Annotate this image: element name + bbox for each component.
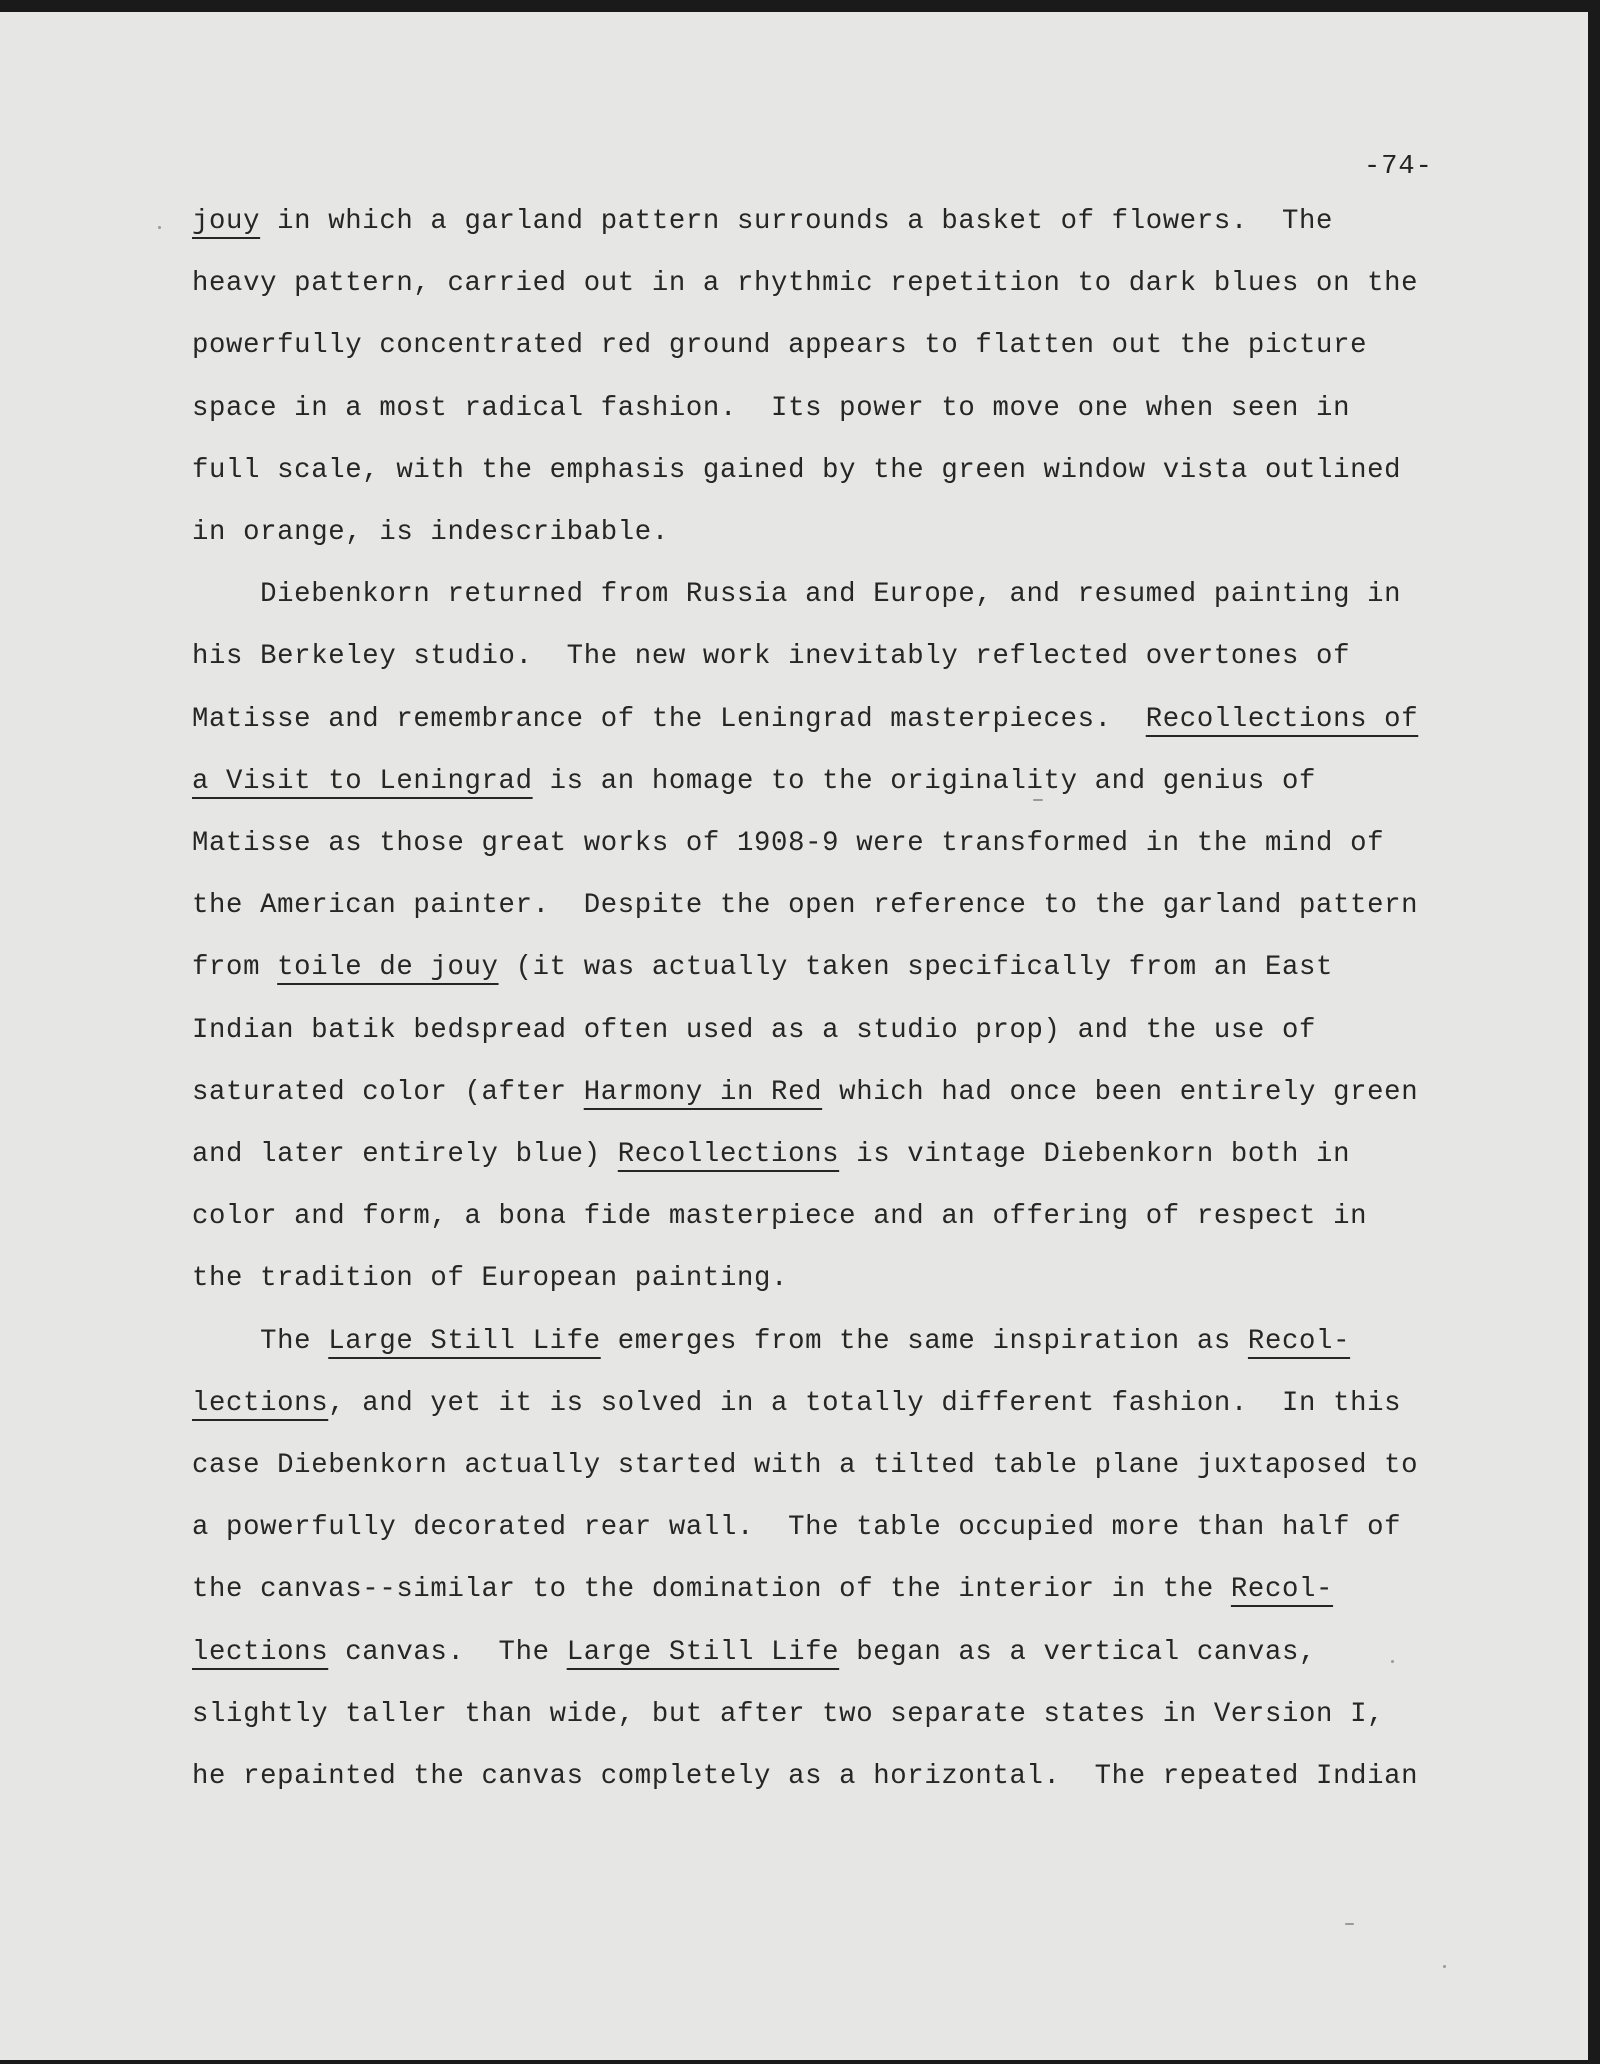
text-run: emerges from the same inspiration as bbox=[600, 1325, 1248, 1357]
text-run: is an homage to the originality and genius of bbox=[532, 765, 1317, 797]
text-run: began as a vertical canvas, bbox=[839, 1636, 1317, 1668]
text-run: slightly taller than wide, but after two separate states in Version I, bbox=[192, 1698, 1385, 1730]
text-run: the canvas--similar to the domination of the interior in the bbox=[192, 1574, 1231, 1606]
text-line bbox=[192, 392, 1350, 426]
underlined-title: toile de jouy bbox=[277, 952, 499, 984]
text-line bbox=[192, 205, 1333, 239]
text-run: (it was actually taken specifically from an East bbox=[498, 952, 1334, 984]
scan-speck bbox=[1033, 799, 1043, 801]
text-run: The bbox=[192, 1325, 329, 1357]
text-line bbox=[192, 1076, 1418, 1110]
text-run: case Diebenkorn actually started with a tilted table plane juxtaposed to bbox=[192, 1450, 1419, 1481]
text-line bbox=[192, 329, 1367, 363]
text-run: Indian batik bedspread often used as a studio prop) and the use of bbox=[192, 1014, 1317, 1046]
underlined-title: Recollections bbox=[617, 1139, 840, 1170]
text-line bbox=[192, 1138, 1350, 1172]
text-line bbox=[192, 1511, 1401, 1545]
scan-speck bbox=[1443, 1965, 1446, 1968]
text-run: powerfully concentrated red ground appears to flatten out the picture bbox=[192, 330, 1368, 362]
text-line bbox=[192, 1262, 788, 1296]
text-run: the tradition of European painting. bbox=[192, 1263, 789, 1295]
text-run: from bbox=[192, 952, 278, 984]
underlined-title: jouy bbox=[192, 206, 261, 237]
text-line bbox=[192, 1760, 1418, 1794]
text-line bbox=[192, 827, 1384, 861]
text-run: Matisse and remembrance of the Leningrad masterpieces. bbox=[192, 703, 1146, 735]
text-run: which had once been entirely green bbox=[822, 1076, 1419, 1108]
text-line bbox=[192, 765, 1316, 799]
underlined-title: Recollections of bbox=[1145, 703, 1419, 735]
text-line bbox=[192, 951, 1333, 985]
underlined-title: Recol- bbox=[1230, 1574, 1334, 1606]
text-line bbox=[192, 267, 1418, 301]
text-run: space in a most radical fashion. Its power to move one when seen in bbox=[192, 392, 1351, 424]
text-line bbox=[192, 454, 1401, 488]
text-line bbox=[192, 1387, 1401, 1421]
text-run: in orange, is indescribable. bbox=[192, 517, 669, 548]
text-run: , and yet it is solved in a totally different fashion. In this bbox=[328, 1387, 1402, 1419]
scan-speck bbox=[1345, 1923, 1354, 1925]
underlined-title: Recol- bbox=[1247, 1325, 1351, 1357]
text-run: canvas. The bbox=[328, 1636, 567, 1668]
text-line bbox=[192, 889, 1418, 923]
text-line bbox=[192, 640, 1350, 674]
text-run: he repainted the canvas completely as a horizontal. The repeated Indian bbox=[192, 1761, 1419, 1792]
text-line bbox=[192, 703, 1418, 737]
text-line bbox=[192, 1698, 1384, 1732]
text-line bbox=[192, 1200, 1367, 1234]
text-run: color and form, a bona fide masterpiece and an offering of respect in bbox=[192, 1201, 1368, 1233]
text-run: saturated color (after bbox=[192, 1076, 584, 1108]
page-number: -74- bbox=[1364, 152, 1433, 182]
document-page bbox=[0, 12, 1588, 2060]
scan-speck bbox=[1391, 1660, 1394, 1663]
text-line bbox=[192, 1014, 1316, 1048]
underlined-title: lections bbox=[192, 1387, 329, 1419]
text-run: the American painter. Despite the open reference to the garland pattern bbox=[192, 890, 1419, 922]
underlined-title: lections bbox=[192, 1636, 329, 1668]
text-line bbox=[192, 578, 1401, 612]
text-line bbox=[192, 1636, 1316, 1670]
text-line bbox=[192, 1325, 1350, 1359]
text-run: Diebenkorn returned from Russia and Europe, and resumed painting in bbox=[192, 579, 1402, 611]
text-line bbox=[192, 516, 669, 550]
text-line bbox=[192, 1573, 1333, 1607]
text-run: Matisse as those great works of 1908-9 were transformed in the mind of bbox=[192, 828, 1385, 859]
text-run: heavy pattern, carried out in a rhythmic repetition to dark blues on the bbox=[192, 268, 1419, 300]
underlined-title: Large Still Life bbox=[566, 1636, 840, 1668]
text-run: full scale, with the emphasis gained by the green window vista outlined bbox=[192, 454, 1402, 486]
text-run: his Berkeley studio. The new work inevitably reflected overtones of bbox=[192, 641, 1351, 673]
underlined-title: a Visit to Leningrad bbox=[192, 765, 533, 797]
scan-speck bbox=[158, 226, 161, 229]
underlined-title: Harmony in Red bbox=[583, 1076, 823, 1108]
underlined-title: Large Still Life bbox=[328, 1325, 601, 1357]
text-run: in which a garland pattern surrounds a basket of flowers. The bbox=[260, 206, 1334, 237]
text-line bbox=[192, 1449, 1418, 1483]
text-run: a powerfully decorated rear wall. The table occupied more than half of bbox=[192, 1512, 1402, 1544]
text-run: is vintage Diebenkorn both in bbox=[839, 1139, 1351, 1170]
text-run: and later entirely blue) bbox=[192, 1139, 618, 1170]
